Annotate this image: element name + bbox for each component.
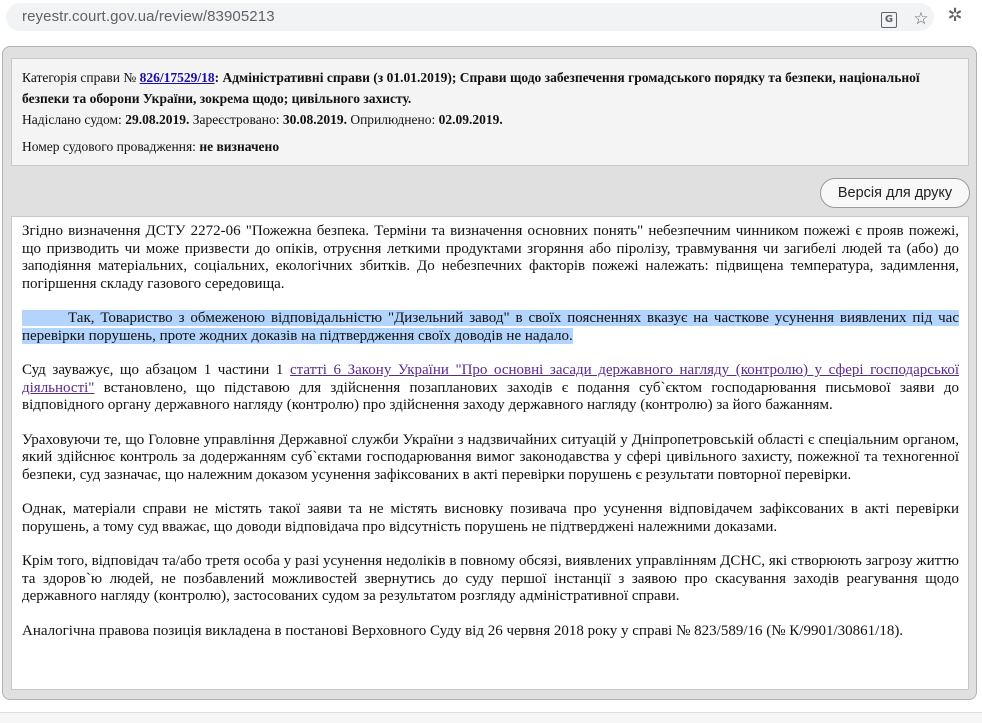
category-text: : Адміністративні справи (з 01.01.2019); Справи щодо забезпечення громадського порядку та безпеки, національної безпеки та оборони України, зокрема щодо; цивільного захисту. — [22, 70, 920, 106]
registered-date: 30.08.2019. — [282, 112, 347, 127]
status-strip — [0, 712, 982, 723]
print-version-button[interactable]: Версія для друку — [820, 178, 970, 208]
sent-date: 29.08.2019. — [125, 112, 190, 127]
address-bar[interactable] — [6, 3, 934, 31]
paragraph-4: Ураховуючи те, що Головне управління Державної служби України з надзвичайних ситуацій у Дніпропетровській області є спеціальним органом, який здійснює контроль за додержанням суб`єктами господарювання вимог законодавства у сфері цивільного захисту, пожежної та техногенної безпеки, суд зазначає, що належним доказом усунення зафіксованих в акті перевірки порушень є результати повторної перевірки. — [22, 431, 959, 483]
paragraph-3: Суд зауважує, що абзацом 1 частини 1 статті 6 Закону України "Про основні засади державного нагляду (контролю) у сфері господарської діяльності" встановлено, що підставою для здійснення позапланових заходів є подання суб`єктом господарювання письмової заяви до відповідного органу державного нагляду (контролю) про здійснення заходу державного нагляду (контролю) за його бажанням. — [22, 362, 960, 413]
paragraph-6: Крім того, відповідач та/або третя особа у разі усунення недоліків в повному обсязі, виявлених управлінням ДСНС, які створюють загрозу життю та здоров`ю людей, не позбавлений можливостей звернутись до суду першої інстанції з заявою про скасування заходів реагування щодо державного нагляду (контролю), застосованих судом за результатом розгляду адміністративної справи. — [22, 553, 959, 604]
url-text[interactable]: reyestr.court.gov.ua/review/83905213 — [22, 8, 275, 25]
browser-toolbar — [0, 0, 982, 36]
star-icon[interactable]: ☆ — [913, 9, 929, 29]
case-number-link[interactable]: 826/17529/18 — [139, 70, 215, 85]
case-category: Категорія справи № 826/17529/18: Адміністративні справи (з 01.01.2019); Справи щодо забезпечення громадського порядку та безпеки, національної безпеки та оборони України, зокрема щодо; цивільного захисту. — [22, 70, 920, 106]
translate-icon[interactable]: G — [881, 12, 897, 28]
law-article-link[interactable]: статті 6 Закону України "Про основні засади державного нагляду (контролю) у сфері господарської діяльності" — [22, 362, 960, 396]
case-dates: Надіслано судом: 29.08.2019. Зареєстровано: 30.08.2019. Оприлюднено: 02.09.2019. — [22, 112, 503, 127]
proceeding-number: Номер судового провадження: не визначено — [22, 139, 280, 154]
paragraph-2 — [22, 310, 959, 345]
document-body — [11, 216, 969, 690]
paragraph-7: Аналогічна правова позиція викладена в постанові Верховного Суду від 26 червня 2018 року у справі № 823/589/16 (№ К/9901/30861/18). — [22, 622, 904, 639]
selected-text: Так, Товариство з обмеженою відповідальністю "Дизельний завод" в своїх поясненнях вказує на часткове усунення виявлених під час перевірки порушень, проте жодних доказів на підтвердження своїх доводів не надало. — [22, 310, 959, 344]
paragraph-1: Згідно визначення ДСТУ 2272-06 "Пожежна безпека. Терміни та визначення основних понять" небезпечним чинником пожежі є прояв пожежі, що призводить чи може призвести до опіків, отруєння леткими продуктами згоряння або піролізу, травмування чи загибелі людей та (або) до заподіяння матеріальних, соціальних, екологічних збитків. До небезпечних факторів пожежі належать: підвищена температура, задимлення, погіршення складу газового середовища. — [22, 223, 959, 292]
published-date: 02.09.2019. — [438, 112, 503, 127]
paragraph-5: Однак, матеріали справи не містять такої заяви та не містять висновку позивача про усунення відповідачем зафіксованих в акті перевірки порушень, а тому суд вважає, що доводи відповідача про відсутність порушень не підтверджені належними доказами. — [22, 501, 959, 535]
extension-icon[interactable]: ✲ — [947, 5, 963, 26]
case-header — [11, 58, 969, 166]
